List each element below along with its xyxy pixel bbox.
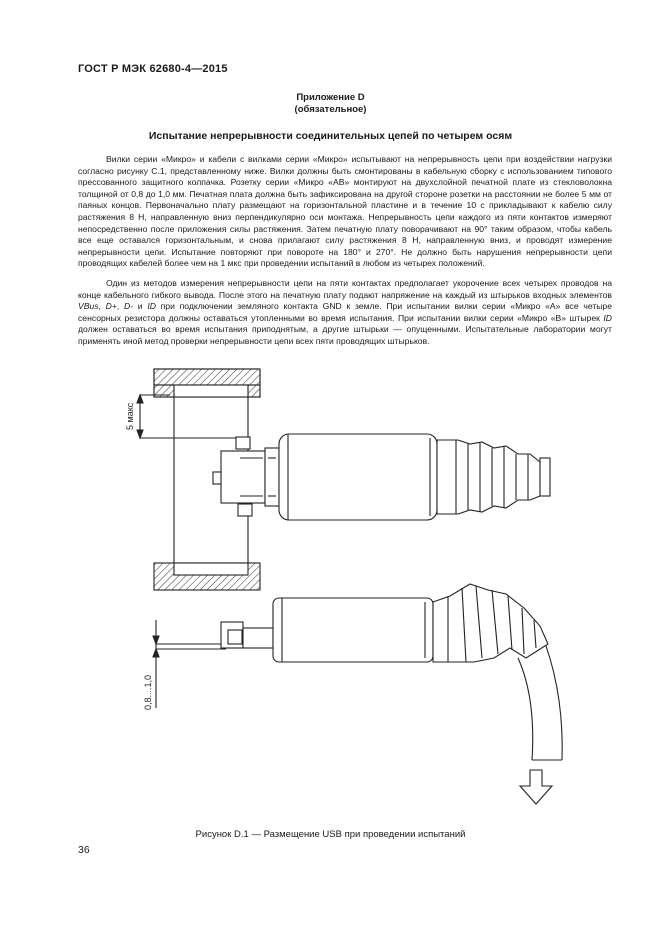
bottom-clamp-block	[154, 563, 260, 590]
force-arrow	[520, 770, 552, 804]
pin-vbus: VBus	[78, 301, 99, 312]
annex-title: Приложение D	[296, 92, 365, 103]
paragraph-2	[78, 278, 612, 348]
paragraph-2-text-f: должен оставаться во время испытания приподнятым, а другие штырьки — опущенными. Испытательные лаборатории могут применять иной метод проверки непрерывности цепи всех пяти проводящих штырьков.	[78, 324, 612, 346]
paragraph-2-text-a: Один из методов измерения непрерывности цепи на пяти контактах предполагает укорочение всех четырех проводов на конце кабельного гибкого вывода. После этого на печатную плату подают напряжение на каждый из штырьков входных элементов	[78, 278, 612, 300]
usb-test-drawing	[78, 358, 578, 828]
dimension-label-5-max: 5 макс	[125, 402, 135, 430]
document-header: ГОСТ Р МЭК 62680-4—2015	[78, 63, 228, 75]
annex-type: (обязательное)	[294, 104, 367, 115]
paragraph-2-text-e: при подключении земляного контакта GND к земле. При испытании вилки серии «Микро «А» все четыре сенсорных резистора должны оставаться утопленными во время испытания. При испытании вилки серии «Микро «В» штырек	[78, 301, 612, 323]
pin-id: ID	[147, 301, 156, 312]
usb-plug-overmold-upper	[279, 434, 550, 520]
usb-plug-bent-lower	[156, 584, 562, 760]
paragraph-2-text-b: ,	[98, 301, 106, 312]
pin-id-2: ID	[603, 312, 612, 323]
figure-d1	[78, 358, 578, 833]
paragraph-2-text-d: и	[133, 301, 148, 312]
pin-dplus: D+	[105, 301, 117, 312]
page-number: 36	[78, 844, 90, 856]
paragraph-2-text-c: ,	[116, 301, 124, 312]
figure-caption: Рисунок D.1 — Размещение USB при проведении испытаний	[195, 829, 466, 840]
paragraph-1: Вилки серии «Микро» и кабели с вилками серии «Микро» испытывают на непрерывность цепи при воздействии нагрузки согласно рисунку С.1, представленному ниже. Вилки должны быть смонтированы в кабельную сборку с использованием типового прессованного защитного колпачка. Розетку серии «Микро «АВ» монтируют на двухслойной печатной плате из стекловолокна толщиной от 0,8 до 1,0 мм. Печатная плата должна быть зафиксирована на другой стороне розетки на расстоянии не более 5 мм от паяных концов. Первоначально плату размещают на горизонтальной пластине и в течение 10 с прикладывают к кабелю силу растяжения 8 Н, направленную вниз перпендикулярно оси монтажа. Непрерывность цепи каждого из пяти контактов измеряют непосредственно после приложения силы растяжения. Затем печатную плату поворачивают на 90° таким образом, чтобы кабель все еще оставался горизонтальным, и снова прилагают силу растяжения 8 Н, направленную вниз, и проводят измерение непрерывности цепи. Испытание повторяют при повороте на 180° и 270°. Не должно быть нарушения непрерывности цепи проводящих кабелей более чем на 1 мкс при проведении испытаний в любом из четырех положений.	[78, 154, 612, 269]
section-title: Испытание непрерывности соединительных цепей по четырем осям	[148, 130, 513, 142]
pin-dminus: D-	[124, 301, 134, 312]
top-clamp-block	[154, 369, 260, 397]
micro-usb-receptacle-upper	[213, 437, 279, 516]
dimension-label-thickness: 0,8....1,0	[143, 674, 153, 710]
